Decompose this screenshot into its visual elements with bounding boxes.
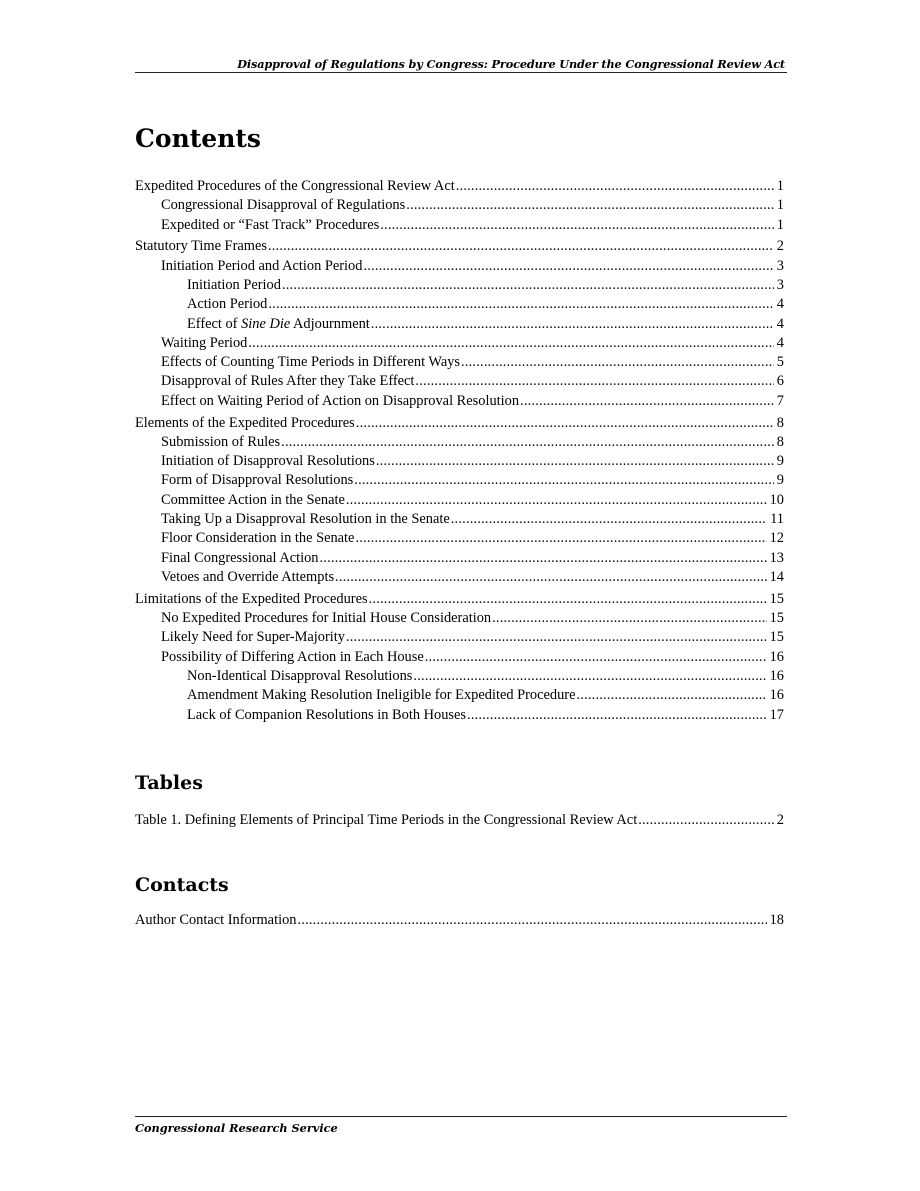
toc-entry-title: Elements of the Expedited Procedures [135,414,355,431]
toc-entry[interactable] [135,414,784,433]
toc-entry[interactable] [135,295,784,314]
toc-page-number: 11 [770,511,784,528]
toc-entry[interactable] [135,452,784,471]
toc-dot-leader [425,648,767,667]
toc-dot-leader [356,414,774,433]
toc-entry-title: Form of Disapproval Resolutions [161,472,354,489]
toc-entry[interactable] [135,911,784,930]
toc-dot-leader [363,257,773,276]
toc-page-number: 3 [776,276,784,293]
toc-entry-title: Taking Up a Disapproval Resolution in the Senate [161,511,450,528]
running-footer: Congressional Research Service [135,1121,338,1135]
toc-entry[interactable] [135,433,784,452]
toc-entry-title: No Expedited Procedures for Initial House Consideration [161,610,492,627]
toc-entry[interactable] [135,811,784,830]
toc-entry-title: Effect on Waiting Period of Action on Disapproval Resolution [161,392,520,409]
toc-page-number: 4 [776,296,784,313]
toc-entry[interactable] [135,590,784,609]
toc-entry-title: Limitations of the Expedited Procedures [135,590,368,607]
toc-page-number: 8 [776,414,784,431]
toc-dot-leader [406,196,774,215]
toc-page-number: 15 [769,629,784,646]
toc-entry-title: Submission of Rules [161,433,281,450]
toc-dot-leader [492,609,767,628]
toc-entry[interactable] [135,372,784,391]
toc-entry-title: Action Period [187,296,268,313]
toc-entry-title: Likely Need for Super-Majority [161,629,345,646]
tables-list [135,811,784,830]
toc-dot-leader [282,276,774,295]
toc-page-number: 16 [769,687,784,704]
toc-dot-leader [335,568,767,587]
toc-dot-leader [268,237,774,256]
toc-page-number: 7 [776,392,784,409]
toc-dot-leader [461,353,774,372]
toc-entry[interactable] [135,471,784,490]
toc-dot-leader [346,491,767,510]
toc-dot-leader [297,911,766,930]
toc-page-number: 18 [769,912,784,928]
toc-page-number: 8 [776,433,784,450]
toc-entry-title: Waiting Period [161,334,248,351]
toc-entry-title: Initiation Period [187,276,281,293]
toc-dot-leader [413,667,766,686]
toc-entry-title: Initiation of Disapproval Resolutions [161,453,375,470]
toc-entry[interactable] [135,216,784,235]
toc-page-number: 12 [769,530,784,547]
header-rule [135,72,787,73]
toc-page-number: 15 [769,610,784,627]
toc-page-number: 5 [776,354,784,371]
toc-page-number: 2 [776,812,784,828]
toc-entry[interactable] [135,686,784,705]
contacts-heading: Contacts [135,874,229,896]
toc-entry-title: Non-Identical Disapproval Resolutions [187,667,413,684]
toc-entry[interactable] [135,353,784,372]
toc-entry[interactable] [135,529,784,548]
toc-entry[interactable] [135,392,784,411]
toc-entry[interactable] [135,276,784,295]
toc-entry-title: Expedited Procedures of the Congressional Review Act [135,178,455,194]
toc-entry[interactable] [135,257,784,276]
toc-dot-leader [354,471,774,490]
toc-entry[interactable] [135,549,784,568]
toc-dot-leader [346,628,767,647]
footer-rule [135,1116,787,1117]
toc-page-number: 9 [776,472,784,489]
toc-entry[interactable] [135,609,784,628]
toc-entry[interactable] [135,237,784,256]
toc-dot-leader [371,315,774,334]
toc-entry-title: Committee Action in the Senate [161,491,345,508]
toc-dot-leader [451,510,767,529]
toc-entry-title: Effect of Sine Die Adjournment [187,315,370,332]
toc-page-number: 1 [776,216,784,233]
toc-page-number: 9 [776,453,784,470]
toc-entry[interactable] [135,706,784,725]
toc-page-number: 16 [769,667,784,684]
toc-dot-leader [369,590,767,609]
contacts-list [135,911,784,930]
toc-entry-title: Author Contact Information [135,912,297,928]
toc-entry[interactable] [135,667,784,686]
toc-entry[interactable] [135,196,784,215]
toc-entry[interactable] [135,315,784,334]
toc-entry-title: Vetoes and Override Attempts [161,568,335,585]
toc-dot-leader [376,452,774,471]
toc-dot-leader [248,334,773,353]
toc-page-number: 16 [769,648,784,665]
toc-entry[interactable] [135,648,784,667]
toc-page-number: 1 [776,197,784,214]
toc-entry-title: Possibility of Differing Action in Each House [161,648,424,665]
toc-page-number: 1 [776,178,784,194]
toc-page-number: 15 [769,590,784,607]
toc-dot-leader [638,811,774,830]
contents-heading: Contents [135,124,262,153]
toc-page-number: 4 [776,315,784,332]
toc-entry-title: Congressional Disapproval of Regulations [161,197,406,214]
toc-entry-title: Effects of Counting Time Periods in Different Ways [161,354,461,371]
toc-entry[interactable] [135,568,784,587]
toc-entry-title: Expedited or “Fast Track” Procedures [161,216,380,233]
toc-entry[interactable] [135,491,784,510]
toc-dot-leader [320,549,767,568]
toc-entry[interactable] [135,177,784,196]
toc-dot-leader [576,686,766,705]
toc-dot-leader [380,216,774,235]
toc-page-number: 13 [769,549,784,566]
contents-list [135,177,784,725]
toc-page-number: 2 [776,238,784,255]
running-header: Disapproval of Regulations by Congress: Procedure Under the Congressional Review Act [237,57,785,71]
toc-page-number: 14 [769,568,784,585]
toc-dot-leader [355,529,766,548]
toc-page-number: 3 [776,257,784,274]
toc-page-number: 4 [776,334,784,351]
toc-page-number: 17 [769,706,784,723]
toc-dot-leader [456,177,774,196]
toc-entry-title: Lack of Companion Resolutions in Both Houses [187,706,467,723]
toc-entry-title: Statutory Time Frames [135,238,267,255]
toc-entry-title: Floor Consideration in the Senate [161,530,355,547]
toc-entry-title: Initiation Period and Action Period [161,257,363,274]
toc-entry[interactable] [135,334,784,353]
toc-entry-title: Final Congressional Action [161,549,319,566]
toc-entry-title: Disapproval of Rules After they Take Effect [161,373,415,390]
toc-page-number: 10 [769,491,784,508]
toc-dot-leader [415,372,773,391]
tables-heading: Tables [135,772,203,794]
toc-page-number: 6 [776,373,784,390]
toc-dot-leader [268,295,773,314]
toc-entry-title: Table 1. Defining Elements of Principal Time Periods in the Congressional Review Act [135,812,638,828]
toc-dot-leader [281,433,774,452]
toc-entry-title: Amendment Making Resolution Ineligible for Expedited Procedure [187,687,576,704]
toc-dot-leader [467,706,767,725]
toc-dot-leader [520,392,774,411]
toc-entry[interactable] [135,510,784,529]
toc-entry[interactable] [135,628,784,647]
